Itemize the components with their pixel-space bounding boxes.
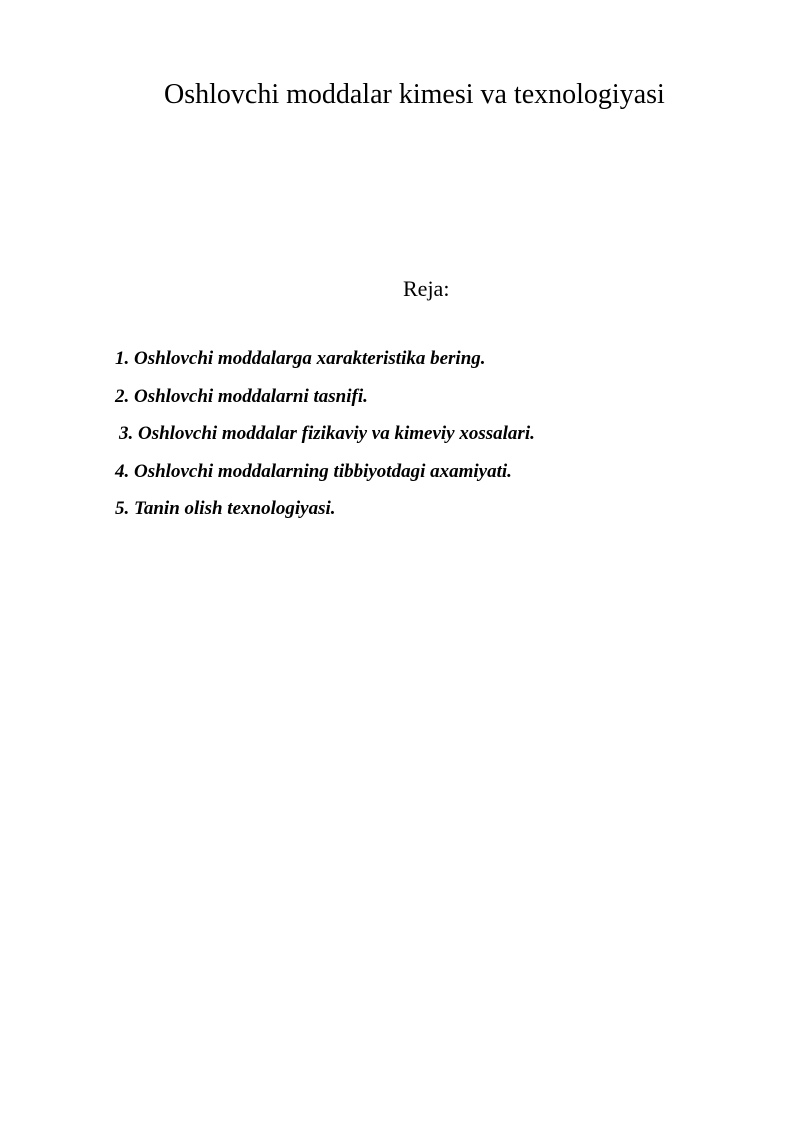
plan-item-5: 5. Tanin olish texnologiyasi. [115, 498, 336, 519]
plan-heading: Reja: [403, 276, 450, 301]
plan-item-2: 2. Oshlovchi moddalarni tasnifi. [115, 385, 368, 407]
plan-item-4: 4. Oshlovchi moddalarning tibbiyotdagi axamiyati. [115, 460, 512, 482]
document-title: Oshlovchi moddalar kimesi va texnologiyasi [164, 79, 665, 110]
plan-list [115, 347, 535, 535]
plan-item-1: 1. Oshlovchi moddalarga xarakteristika bering. [115, 348, 486, 369]
plan-item-3: 3. Oshlovchi moddalar fizikaviy va kimeviy xossalari. [119, 423, 535, 444]
